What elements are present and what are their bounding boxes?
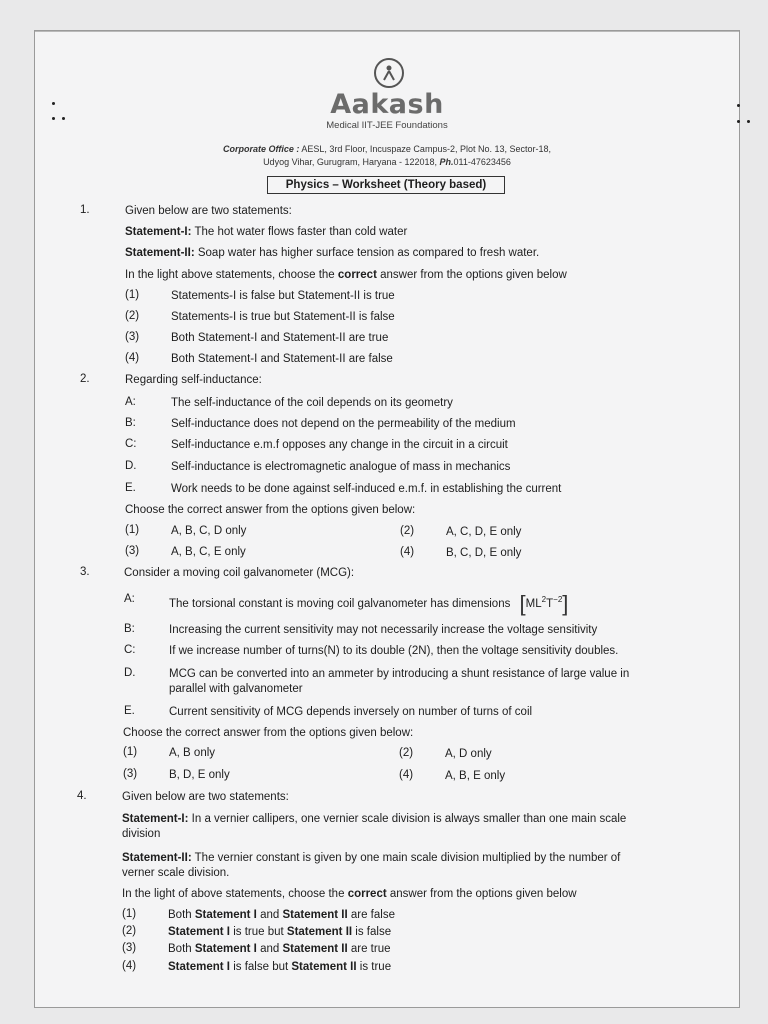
- question-2-number: 2.: [80, 373, 90, 385]
- scan-speck: [52, 117, 55, 120]
- q2-option-1-number: (1): [125, 524, 140, 536]
- q1-prompt-b: correct: [337, 269, 377, 281]
- q3-item-d-continuation: parallel with galvanometer: [169, 683, 303, 695]
- q2-item-d-label: D.: [125, 460, 137, 472]
- q4-option-1-e: are false: [350, 909, 395, 921]
- q4-option-2-c: is true but: [233, 926, 284, 938]
- q4-option-3-number: (3): [122, 942, 137, 954]
- q1-option-3-number: (3): [125, 331, 140, 343]
- aakash-logo-icon: [374, 58, 404, 88]
- q1-prompt: [125, 268, 567, 282]
- q2-option-3-number: (3): [125, 545, 140, 557]
- q3-item-c: If we increase number of turns(N) to its double (2N), then the voltage sensitivity doubles.: [169, 645, 619, 657]
- q3-option-1-number: (1): [123, 746, 138, 758]
- q4-option-1-d: Statement II: [282, 909, 348, 921]
- q1-statement-2-label: Statement-II:: [125, 247, 195, 259]
- q2-item-b: Self-inductance does not depend on the permeability of the medium: [171, 418, 516, 430]
- q4-option-3-c: and: [260, 943, 280, 955]
- q1-prompt-c: answer from the options given below: [380, 269, 567, 281]
- q1-option-1-number: (1): [125, 289, 140, 301]
- q4-option-4-b: Statement I: [168, 961, 230, 973]
- q4-option-1-b: Statement I: [194, 909, 257, 921]
- q4-option-2-e: is false: [355, 926, 392, 938]
- q4-option-1: [168, 908, 395, 922]
- q2-option-3: A, B, C, E only: [171, 546, 246, 558]
- q3-item-a: [169, 590, 569, 616]
- dimension-t-exponent: −2: [553, 595, 563, 604]
- scan-speck: [62, 117, 65, 120]
- q4-statement-1-continuation: division: [122, 828, 161, 840]
- q4-option-1-c: and: [260, 909, 280, 921]
- q3-option-2: A, D only: [445, 748, 492, 760]
- q2-item-e-label: E.: [125, 482, 136, 494]
- scan-speck: [747, 120, 750, 123]
- q4-prompt-c: answer from the options given below: [389, 888, 577, 900]
- q3-item-b-label: B:: [124, 623, 135, 635]
- q4-option-4: [168, 960, 391, 974]
- q4-statement-1-text: In a vernier callipers, one vernier scale division is always smaller than one main scale: [191, 813, 627, 825]
- q2-choose-prompt: Choose the correct answer from the options given below:: [125, 504, 416, 516]
- dimension-ml: ML: [525, 597, 542, 610]
- q4-prompt-a: In the light of above statements, choose the: [122, 888, 345, 900]
- dimension-ml-exponent: 2: [541, 595, 547, 604]
- question-4-number: 4.: [77, 790, 87, 802]
- q3-item-d: MCG can be converted into an ammeter by introducing a shunt resistance of large value in: [169, 668, 630, 680]
- scan-speck: [737, 120, 740, 123]
- q3-item-e-label: E.: [124, 705, 135, 717]
- q2-item-c-label: C:: [125, 438, 137, 450]
- q3-option-2-number: (2): [399, 747, 414, 759]
- phone-label: Ph.: [439, 157, 454, 167]
- question-1-intro: Given below are two statements:: [125, 205, 292, 217]
- q2-item-a: The self-inductance of the coil depends on its geometry: [171, 397, 453, 409]
- q4-option-4-c: is false but: [233, 961, 289, 973]
- q4-option-2: [168, 925, 391, 939]
- scan-speck: [52, 102, 55, 105]
- q2-option-4-number: (4): [400, 546, 415, 558]
- q1-option-1: Statements-I is false but Statement-II is true: [171, 290, 395, 302]
- q4-statement-2: [122, 851, 620, 865]
- q4-option-3-a: Both: [168, 943, 192, 955]
- q4-option-4-d: Statement II: [291, 961, 357, 973]
- q1-statement-1: [125, 225, 407, 239]
- q4-prompt: [122, 887, 577, 901]
- q4-option-3-e: are true: [350, 943, 391, 955]
- q2-option-2: A, C, D, E only: [446, 526, 522, 538]
- question-3-intro: Consider a moving coil galvanometer (MCG):: [124, 567, 355, 579]
- q1-option-3: Both Statement-I and Statement-II are true: [171, 332, 389, 344]
- q1-statement-2: [125, 246, 539, 260]
- q2-option-1: A, B, C, D only: [171, 525, 247, 537]
- q4-option-4-number: (4): [122, 960, 137, 972]
- q1-option-2: Statements-I is true but Statement-II is false: [171, 311, 395, 323]
- q4-option-2-d: Statement II: [286, 926, 353, 938]
- dimension-t: T: [546, 597, 554, 610]
- q4-statement-1: [122, 812, 626, 826]
- q1-statement-1-label: Statement-I:: [125, 226, 192, 238]
- q1-prompt-a: In the light above statements, choose the: [125, 269, 335, 281]
- q4-option-2-number: (2): [122, 925, 137, 937]
- corporate-office-address: [35, 143, 739, 169]
- q3-option-3: B, D, E only: [169, 769, 230, 781]
- q3-choose-prompt: Choose the correct answer from the options given below:: [123, 727, 414, 739]
- worksheet-page: [34, 30, 740, 1008]
- q2-option-4: B, C, D, E only: [446, 547, 522, 559]
- q3-option-4: A, B, E only: [445, 770, 506, 782]
- q4-option-1-number: (1): [122, 908, 137, 920]
- q4-prompt-b: correct: [347, 888, 387, 900]
- q4-option-3-b: Statement I: [194, 943, 257, 955]
- question-4-intro: Given below are two statements:: [122, 791, 289, 803]
- q1-option-4-number: (4): [125, 352, 140, 364]
- q1-statement-2-text: Soap water has higher surface tension as compared to fresh water.: [197, 247, 540, 259]
- question-2-intro: Regarding self-inductance:: [125, 374, 262, 386]
- q4-statement-2-continuation: verner scale division.: [122, 867, 230, 879]
- q1-option-2-number: (2): [125, 310, 140, 322]
- office-line-2: Udyog Vihar, Gurugram, Haryana - 122018,: [263, 157, 437, 167]
- q3-item-a-label: A:: [124, 593, 135, 605]
- phone-number: 011-47623456: [453, 157, 511, 167]
- office-line-1: AESL, 3rd Floor, Incuspaze Campus-2, Plot No. 13, Sector-18,: [301, 144, 551, 154]
- q4-statement-2-text: The vernier constant is given by one main scale division multiplied by the number of: [194, 852, 621, 864]
- logo-name: Aakash: [330, 89, 444, 120]
- question-3-number: 3.: [80, 566, 90, 578]
- q3-option-3-number: (3): [123, 768, 138, 780]
- question-1-number: 1.: [80, 204, 90, 216]
- q4-option-1-a: Both: [168, 909, 192, 921]
- q2-item-d: Self-inductance is electromagnetic analogue of mass in mechanics: [171, 461, 511, 473]
- q4-statement-2-label: Statement-II:: [122, 852, 192, 864]
- q2-item-c: Self-inductance e.m.f opposes any change in the circuit in a circuit: [171, 439, 508, 451]
- q3-item-d-label: D.: [124, 667, 136, 679]
- q4-option-3: [168, 942, 391, 956]
- q3-item-c-label: C:: [124, 644, 136, 656]
- q3-option-1: A, B only: [169, 747, 216, 759]
- top-border: [35, 31, 739, 32]
- q3-item-a-text: The torsional constant is moving coil galvanometer has dimensions: [169, 597, 511, 610]
- dimension-bracket-close: ]: [562, 590, 569, 616]
- q1-statement-1-text: The hot water flows faster than cold water: [194, 226, 408, 238]
- q3-item-e: Current sensitivity of MCG depends inversely on number of turns of coil: [169, 706, 533, 718]
- q2-item-a-label: A:: [125, 396, 136, 408]
- logo-tagline: Medical IIT-JEE Foundations: [326, 120, 448, 131]
- q2-item-b-label: B:: [125, 417, 136, 429]
- scan-speck: [737, 104, 740, 107]
- q3-item-b: Increasing the current sensitivity may not necessarily increase the voltage sensitivity: [169, 624, 598, 636]
- q2-option-2-number: (2): [400, 525, 415, 537]
- q4-option-3-d: Statement II: [282, 943, 348, 955]
- q2-item-e: Work needs to be done against self-induced e.m.f. in establishing the current: [171, 483, 562, 495]
- office-label: Corporate Office :: [223, 144, 300, 154]
- q4-statement-1-label: Statement-I:: [122, 813, 189, 825]
- q4-option-2-b: Statement I: [168, 926, 230, 938]
- q1-option-4: Both Statement-I and Statement-II are false: [171, 353, 393, 365]
- q4-option-4-e: is true: [359, 961, 392, 973]
- dimension-formula: [: [519, 590, 526, 616]
- q3-option-4-number: (4): [399, 769, 414, 781]
- worksheet-title: Physics – Worksheet (Theory based): [267, 176, 505, 194]
